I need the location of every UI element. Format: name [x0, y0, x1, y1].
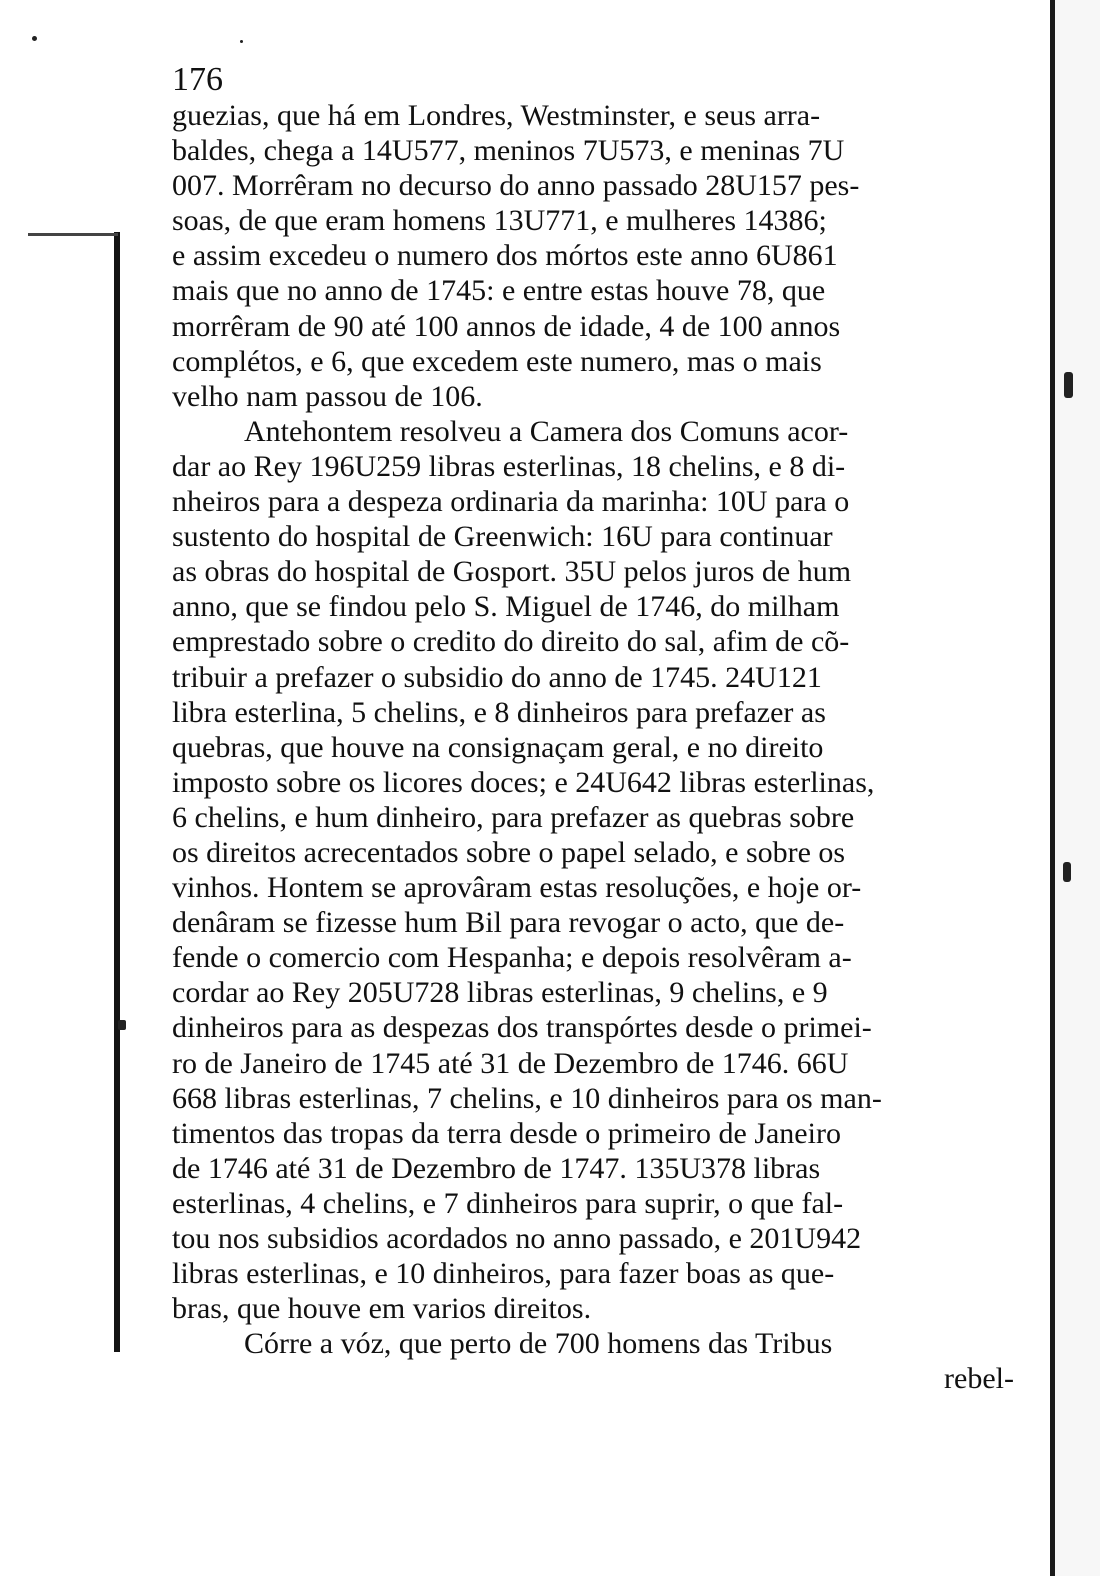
page-number: 176 [172, 61, 223, 98]
text-line: libra esterlina, 5 chelins, e 8 dinheiros para prefazer as [172, 695, 826, 729]
speck [240, 40, 243, 43]
text-line: mais que no anno de 1745: e entre estas houve 78, que [172, 274, 826, 308]
text-line: 007. Morrêram no decurso do anno passado 28U157 pes- [172, 169, 860, 203]
page-edge-rule [1050, 0, 1055, 1576]
text-line: e assim excedeu o numero dos mórtos este anno 6U861 [172, 239, 838, 273]
text-line: Córre a vóz, que perto de 700 homens das Tribus [244, 1327, 833, 1361]
text-line: dinheiros para as despezas dos transpórtes desde o primei- [172, 1011, 872, 1045]
text-line: cordar ao Rey 205U728 libras esterlinas, 9 chelins, e 9 [172, 976, 828, 1010]
text-line: rebel- [944, 1362, 1014, 1396]
text-line: ro de Janeiro de 1745 até 31 de Dezembro de 1746. 66U [172, 1046, 849, 1080]
text-line: soas, de que eram homens 13U771, e mulheres 14386; [172, 204, 827, 238]
text-line: de 1746 até 31 de Dezembro de 1747. 135U378 libras [172, 1151, 821, 1185]
text-line: esterlinas, 4 chelins, e 7 dinheiros para suprir, o que fal- [172, 1186, 844, 1220]
text-line: anno, que se findou pelo S. Miguel de 1746, do milham [172, 590, 840, 624]
text-line: guezias, que há em Londres, Westminster, e seus arra- [172, 99, 821, 132]
text-line: 6 chelins, e hum dinheiro, para prefazer as quebras sobre [172, 800, 855, 834]
body-text [172, 98, 1014, 1396]
text-line: denâram se fizesse hum Bil para revogar o acto, que de- [172, 906, 845, 940]
text-line: 668 libras esterlinas, 7 chelins, e 10 dinheiros para os man- [172, 1081, 882, 1115]
text-line: Antehontem resolveu a Camera dos Comuns acor- [244, 414, 849, 448]
left-margin-tick [28, 233, 118, 236]
text-line: timentos das tropas da terra desde o primeiro de Janeiro [172, 1116, 841, 1150]
text-line: sustento do hospital de Greenwich: 16U para continuar [172, 520, 833, 554]
text-line: tribuir a prefazer o subsidio do anno de 1745. 24U121 [172, 660, 822, 694]
text-line: dar ao Rey 196U259 libras esterlinas, 18 chelins, e 8 di- [172, 449, 846, 483]
text-line: velho nam passou de 106. [172, 379, 483, 413]
text-line: os direitos acrecentados sobre o papel selado, e sobre os [172, 835, 846, 869]
text-line: fende o comercio com Hespanha; e depois resolvêram a- [172, 941, 852, 975]
left-margin-rule [114, 232, 120, 1352]
text-line: emprestado sobre o credito do direito do sal, afim de cõ- [172, 625, 850, 659]
text-line: libras esterlinas, e 10 dinheiros, para fazer boas as que- [172, 1257, 835, 1291]
speck [1064, 372, 1073, 398]
text-line: as obras do hospital de Gosport. 35U pelos juros de hum [172, 555, 852, 589]
text-line: morrêram de 90 até 100 annos de idade, 4 de 100 annos [172, 309, 841, 343]
text-line: tou nos subsidios acordados no anno passado, e 201U942 [172, 1222, 862, 1255]
text-line: quebras, que houve na consignaçam geral, e no direito [172, 730, 824, 764]
speck [1063, 862, 1071, 882]
speck [118, 1020, 126, 1030]
page-edge-shadow [1055, 0, 1100, 1576]
speck [32, 36, 37, 41]
text-line: imposto sobre os licores doces; e 24U642 libras esterlinas, [172, 765, 875, 799]
text-line: vinhos. Hontem se aprovâram estas resoluções, e hoje or- [172, 871, 862, 905]
text-line: complétos, e 6, que excedem este numero, mas o mais [172, 344, 822, 378]
text-line: bras, que houve em varios direitos. [172, 1292, 592, 1326]
text-line: nheiros para a despeza ordinaria da marinha: 10U para o [172, 485, 850, 519]
text-line: baldes, chega a 14U577, meninos 7U573, e meninas 7U [172, 134, 845, 168]
